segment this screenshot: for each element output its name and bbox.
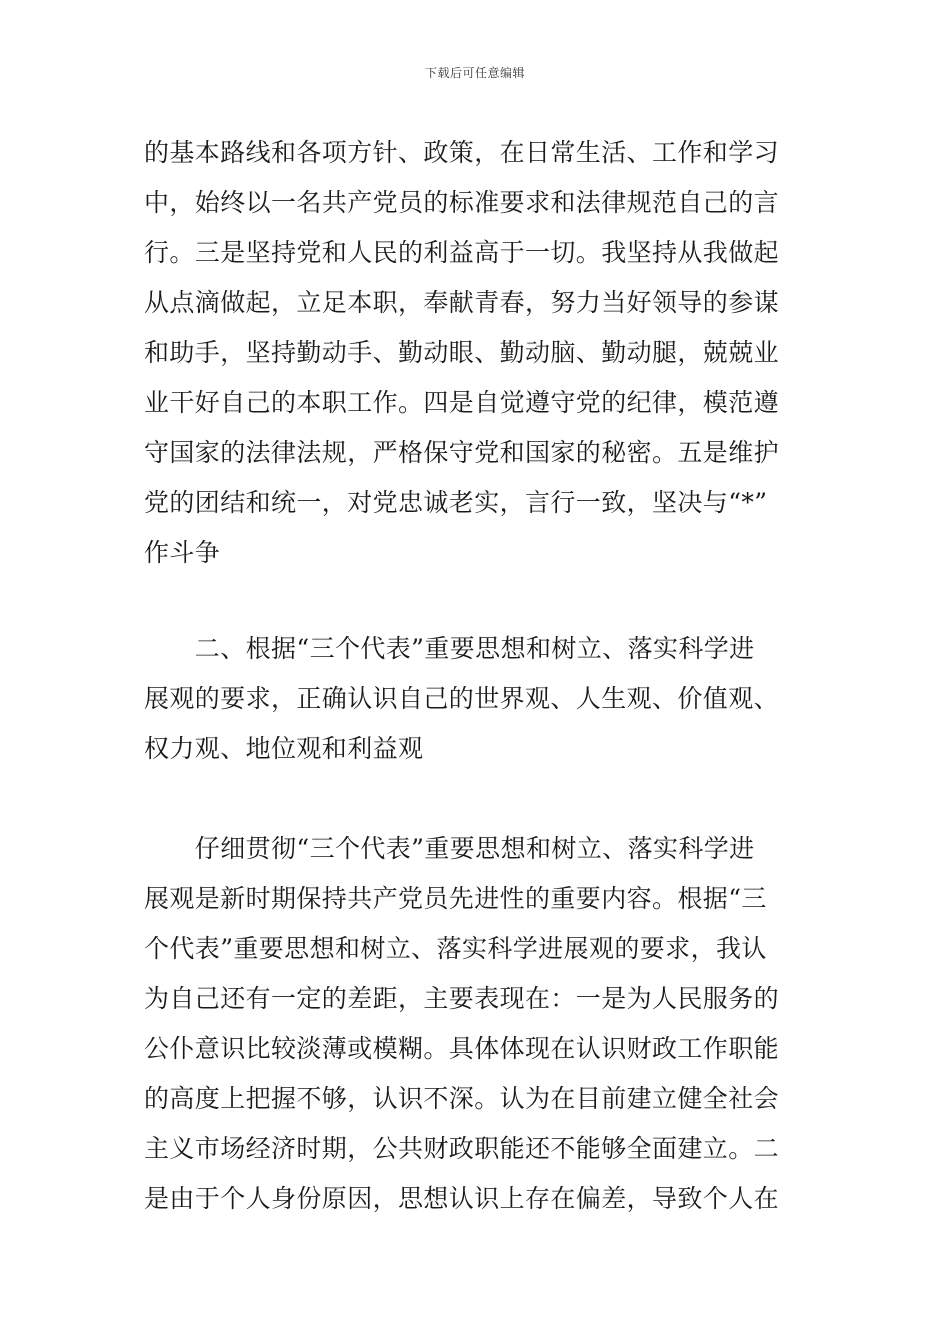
text-line: 展观是新时期保持共产党员先进性的重要内容。根据“三 (144, 884, 767, 913)
text-line: 的高度上把握不够，认识不深。认为在目前建立健全社会 (144, 1084, 780, 1113)
text-line: 作斗争 (144, 538, 221, 567)
text-line: 二、根据“三个代表”重要思想和树立、落实科学进 (144, 634, 755, 663)
text-line: 仔细贯彻“三个代表”重要思想和树立、落实科学进 (144, 834, 755, 863)
text-line: 个代表”重要思想和树立、落实科学进展观的要求，我认 (144, 934, 767, 963)
text-line: 是由于个人身份原因，思想认识上存在偏差，导致个人在 (144, 1184, 780, 1213)
paragraph-3 (144, 824, 808, 1224)
header-note: 下载后可任意编辑 (424, 66, 525, 80)
text-line: 党的团结和统一，对党忠诚老实，言行一致，坚决与“*” (144, 488, 768, 517)
text-line: 守国家的法律法规，严格保守党和国家的秘密。五是维护 (144, 438, 780, 467)
text-line: 行。三是坚持党和人民的利益高于一切。我坚持从我做起 (144, 238, 780, 267)
text-line: 展观的要求，正确认识自己的世界观、人生观、价值观、 (144, 684, 780, 713)
text-line: 业干好自己的本职工作。四是自觉遵守党的纪律，模范遵 (144, 388, 780, 417)
text-line: 和助手，坚持勤动手、勤动眼、勤动脑、勤动腿，兢兢业 (144, 338, 780, 367)
paragraph-1 (144, 128, 808, 578)
text-line: 权力观、地位观和利益观 (144, 734, 424, 763)
text-line: 为自己还有一定的差距，主要表现在：一是为人民服务的 (144, 984, 780, 1013)
text-line: 的基本路线和各项方针、政策，在日常生活、工作和学习 (144, 138, 780, 167)
text-line: 中，始终以一名共产党员的标准要求和法律规范自己的言 (144, 188, 780, 217)
text-line: 从点滴做起，立足本职，奉献青春，努力当好领导的参谋 (144, 288, 780, 317)
text-line: 主义市场经济时期，公共财政职能还不能够全面建立。二 (144, 1134, 780, 1163)
section-heading-paragraph (144, 624, 808, 774)
text-line: 公仆意识比较淡薄或模糊。具体体现在认识财政工作职能 (144, 1034, 780, 1063)
